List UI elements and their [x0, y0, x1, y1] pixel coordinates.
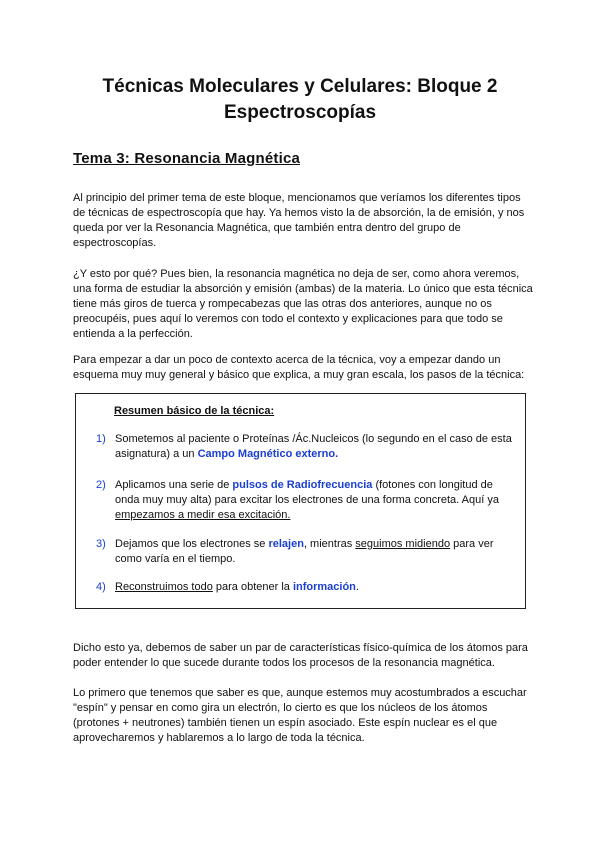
step-number: 3): [96, 538, 106, 550]
step-text-part: Dejamos que los electrones se: [115, 538, 269, 550]
paragraph-context: Para empezar a dar un poco de contexto acerca de la técnica, voy a empezar dando un esquema muy muy general y básico que explica, a muy gran escala, los pasos de la técnica:: [73, 354, 525, 381]
step-highlight: información: [292, 581, 356, 593]
step-text-part: (fotones con longitud de onda muy muy alta) para excitar los electrones de una forma concreta. Aquí ya: [115, 479, 499, 506]
step-text-part: para obtener la: [212, 581, 293, 593]
step-number: 2): [96, 479, 106, 491]
step-text: [115, 478, 515, 523]
step-highlight: relajen: [268, 538, 304, 550]
step-text-part: .: [355, 581, 359, 593]
step-text: [115, 580, 515, 595]
step-highlight: pulsos de Radiofrecuencia: [232, 479, 373, 491]
step-underlined: Reconstruimos todo: [115, 581, 213, 593]
paragraph-why: ¿Y esto por qué? Pues bien, la resonancia magnética no deja de ser, como ahora veremos, una forma de estudiar la absorción y emisión (ambas) de la materia. Lo único que esta técnica tiene más giros de tuerca y rompecabezas que las otras dos anteriores, aunque no os preocupéis, pues aquí lo veremos con todo el contexto y explicaciones para que todo se entienda a la perfección.: [73, 268, 533, 340]
step-text-part: Sometemos al paciente o Proteínas /Ác.Nucleicos (lo segundo en el caso de esta asignatura) a un: [115, 433, 512, 460]
step-highlight: Campo Magnético externo.: [197, 448, 339, 460]
step-number: 4): [96, 581, 106, 593]
step-text-part: , mientras: [303, 538, 356, 550]
summary-box: [75, 393, 526, 609]
step-text: [115, 432, 515, 462]
summary-heading: Resumen básico de la técnica:: [114, 405, 275, 417]
section-heading: Tema 3: Resonancia Magnética: [73, 150, 301, 167]
title-line-1: Técnicas Moleculares y Celulares: Bloque 2: [102, 76, 498, 97]
title-line-2: Espectroscopías: [223, 102, 377, 123]
paragraph-atoms: Dicho esto ya, debemos de saber un par de características físico-química de los átomos para poder entender lo que sucede durante todos los procesos de la resonancia magnética.: [73, 642, 528, 669]
paragraph-intro: Al principio del primer tema de este bloque, mencionamos que veríamos los diferentes tipos de técnicas de espectroscopía que hay. Ya hemos visto la de absorción, la de emisión, y nos queda por ver la Resonancia Magnética, que también entra dentro del grupo de espectroscopías.: [73, 192, 525, 249]
document-title: [40, 74, 560, 126]
step-text: [115, 537, 515, 567]
step-underlined: seguimos midiendo: [355, 538, 451, 550]
paragraph-spin: Lo primero que tenemos que saber es que, aunque estemos muy acostumbrados a escuchar "espín" y pensar en como gira un electrón, lo cierto es que los núcleos de los átomos (protones + neutrones) también tienen un espín asociado. Este espín nuclear es el que aprovecharemos y hablaremos a lo largo de toda la técnica.: [73, 687, 527, 744]
step-text-part: Aplicamos una serie de: [115, 479, 233, 491]
step-number: 1): [96, 433, 106, 445]
step-text-part: para ver como varía en el tiempo.: [115, 538, 494, 565]
step-underlined: empezamos a medir esa excitación.: [115, 509, 291, 521]
